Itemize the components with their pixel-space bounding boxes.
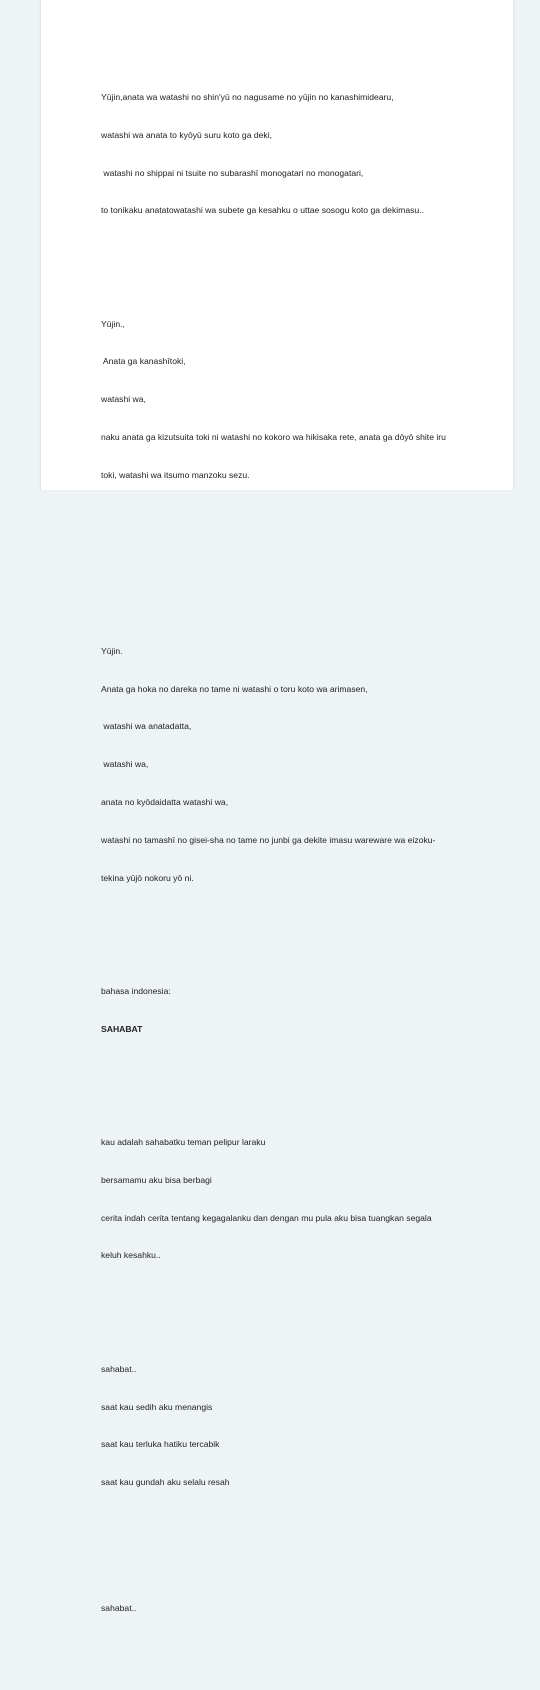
text-line: toki, watashi wa itsumo manzoku sezu.: [101, 469, 250, 480]
text-line: Yūjin.,: [101, 318, 125, 329]
section-heading: SAHABAT: [101, 1023, 143, 1034]
paragraph-7: [101, 1577, 501, 1640]
text-line: saat kau gundah aku selalu resah: [101, 1477, 230, 1488]
text-line: bahasa indonesia:: [101, 985, 171, 996]
paragraph-1: [101, 66, 501, 242]
text-line: watashi wa,: [101, 759, 149, 770]
text-line: tekina yūjō nokoru yō ni.: [101, 872, 194, 883]
text-line: watashi wa,: [101, 394, 146, 405]
text-line: keluh kesahku..: [101, 1250, 161, 1261]
text-line: Yūjin.: [101, 645, 123, 656]
paragraph-2: [101, 292, 501, 506]
text-line: kau adalah sahabatku teman pelipur laraku: [101, 1137, 266, 1148]
text-line: watashi wa anatadatta,: [101, 721, 192, 732]
document-text: [101, 28, 501, 1690]
document-page: [40, 0, 514, 1613]
text-line: anata no kyōdaidatta watashi wa,: [101, 797, 229, 808]
paragraph-6: [101, 1338, 501, 1514]
text-line: watashi wa anata to kyōyū suru koto ga deki,: [101, 129, 273, 140]
text-line: Anata ga hoka no dareka no tame ni watashi o toru koto wa arimasen,: [101, 683, 368, 694]
text-line: Anata ga kanashītoki,: [101, 356, 186, 367]
text-line: sahabat..: [101, 1602, 137, 1613]
text-line: watashi no shippai ni tsuite no subarashī monogatari no monogatari,: [101, 167, 364, 178]
text-line: to tonikaku anatatowatashi wa subete ga kesahku o uttae sosogu koto ga dekimasu..: [101, 205, 424, 216]
text-line: naku anata ga kizutsuita toki ni watashi no kokoro wa hikisaka rete, anata ga dōyō shite iru: [101, 432, 446, 442]
text-line: sahabat..: [101, 1363, 137, 1374]
text-line: saat kau terluka hatiku tercabik: [101, 1439, 220, 1450]
text-line: cerita indah cerita tentang kegagalanku dan dengan mu pula aku bisa tuangkan segala: [101, 1212, 432, 1223]
paragraph-3: [101, 620, 501, 910]
text-line: watashi no tamashī no gisei-sha no tame no junbi ga dekite imasu wareware wa eizoku-: [101, 834, 436, 845]
text-line: Yūjin,anata wa watashi no shin'yū no nagusame no yūjin no kanashimidearu,: [101, 91, 394, 102]
paragraph-4: [101, 960, 501, 1061]
text-line: saat kau sedih aku menangis: [101, 1401, 213, 1412]
text-line: bersamamu aku bisa berbagi: [101, 1174, 212, 1185]
paragraph-5: [101, 1111, 501, 1287]
